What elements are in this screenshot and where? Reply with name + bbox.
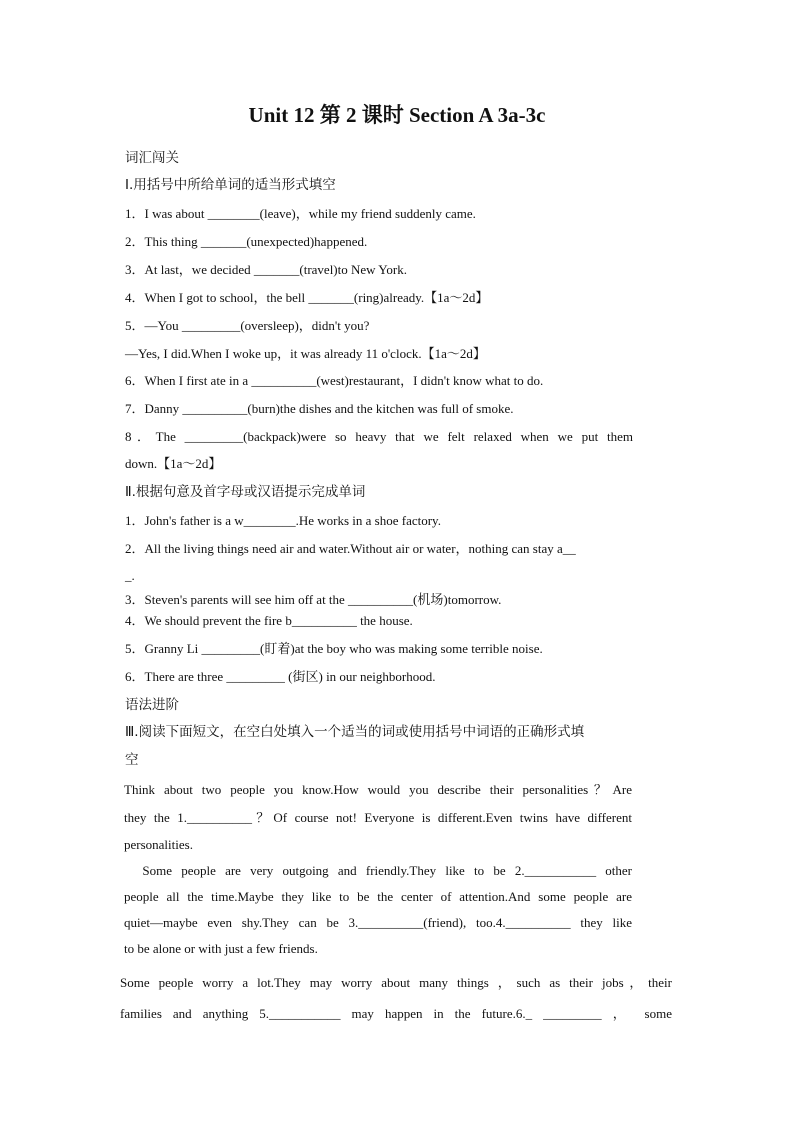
- exercise-line: 6．When I first ate in a __________(west)restaurant，I didn't know what to do.: [125, 373, 544, 388]
- exercise-line: 7．Danny __________(burn)the dishes and the kitchen was full of smoke.: [125, 401, 514, 416]
- passage-line: quiet—maybe even shy.They can be 3.__________(friend), too.4.__________ they like: [124, 915, 632, 930]
- exercise-line: 4．We should prevent the fire b__________ the house.: [125, 613, 413, 628]
- exercise-line: 5．—You _________(oversleep)，didn't you?: [125, 318, 370, 333]
- exercise-line: 1．John's father is a w________.He works in a shoe factory.: [125, 513, 441, 528]
- section-heading-grammar: 语法进阶: [125, 697, 179, 713]
- part3-heading: Ⅲ.阅读下面短文，在空白处填入一个适当的词或使用括号中词语的正确形式填: [125, 724, 585, 740]
- exercise-line: —Yes, I did.When I woke up，it was already 11 o'clock.【1a～2d】: [125, 346, 486, 361]
- exercise-line: down.【1a～2d】: [125, 456, 222, 471]
- exercise-line: [125, 429, 633, 445]
- passage-line: personalities.: [124, 837, 193, 852]
- passage-line: Think about two people you know.How would you describe their personalities？Are: [124, 782, 632, 797]
- page-title: Unit 12 第 2 课时 Section A 3a-3c: [248, 103, 546, 127]
- passage-line: Some people worry a lot.They may worry about many things ，such as their jobs，their: [120, 975, 672, 990]
- exercise-line: 4．When I got to school，the bell _______(ring)already.【1a～2d】: [125, 290, 489, 305]
- part3-heading-cont: 空: [125, 752, 139, 768]
- exercise-line: 5．Granny Li _________(盯着)at the boy who was making some terrible noise.: [125, 641, 543, 656]
- exercise-line: 3．At last，we decided _______(travel)to New York.: [125, 262, 407, 277]
- passage-line: Some people are very outgoing and friendly.They like to be 2.___________ other: [124, 863, 632, 878]
- exercise-line-text: 8．The _________(backpack)were so heavy that we felt relaxed when we put them: [125, 429, 633, 444]
- exercise-line: 6．There are three _________ (街区) in our neighborhood.: [125, 669, 436, 684]
- part2-heading: Ⅱ.根据句意及首字母或汉语提示完成单词: [125, 484, 366, 500]
- exercise-line: 2．This thing _______(unexpected)happened.: [125, 234, 368, 249]
- passage-line: people all the time.Maybe they like to be the center of attention.And some people are: [124, 889, 632, 904]
- passage-line: to be alone or with just a few friends.: [124, 941, 318, 956]
- part1-heading: Ⅰ.用括号中所给单词的适当形式填空: [125, 177, 336, 193]
- exercise-line: _.: [125, 568, 135, 583]
- passage-line: they the 1.__________？Of course not! Everyone is different.Even twins have different: [124, 810, 632, 825]
- exercise-line: 1．I was about ________(leave)，while my friend suddenly came.: [125, 206, 476, 221]
- exercise-line: 2．All the living things need air and water.Without air or water，nothing can stay a__: [125, 541, 576, 556]
- passage-continued: [120, 975, 672, 1037]
- passage: [124, 782, 632, 967]
- passage-line: families and anything 5.___________ may happen in the future.6._ _________ ， some: [120, 1006, 672, 1021]
- section-heading-vocab: 词汇闯关: [125, 150, 179, 166]
- exercise-line: 3．Steven's parents will see him off at the __________(机场)tomorrow.: [125, 592, 502, 607]
